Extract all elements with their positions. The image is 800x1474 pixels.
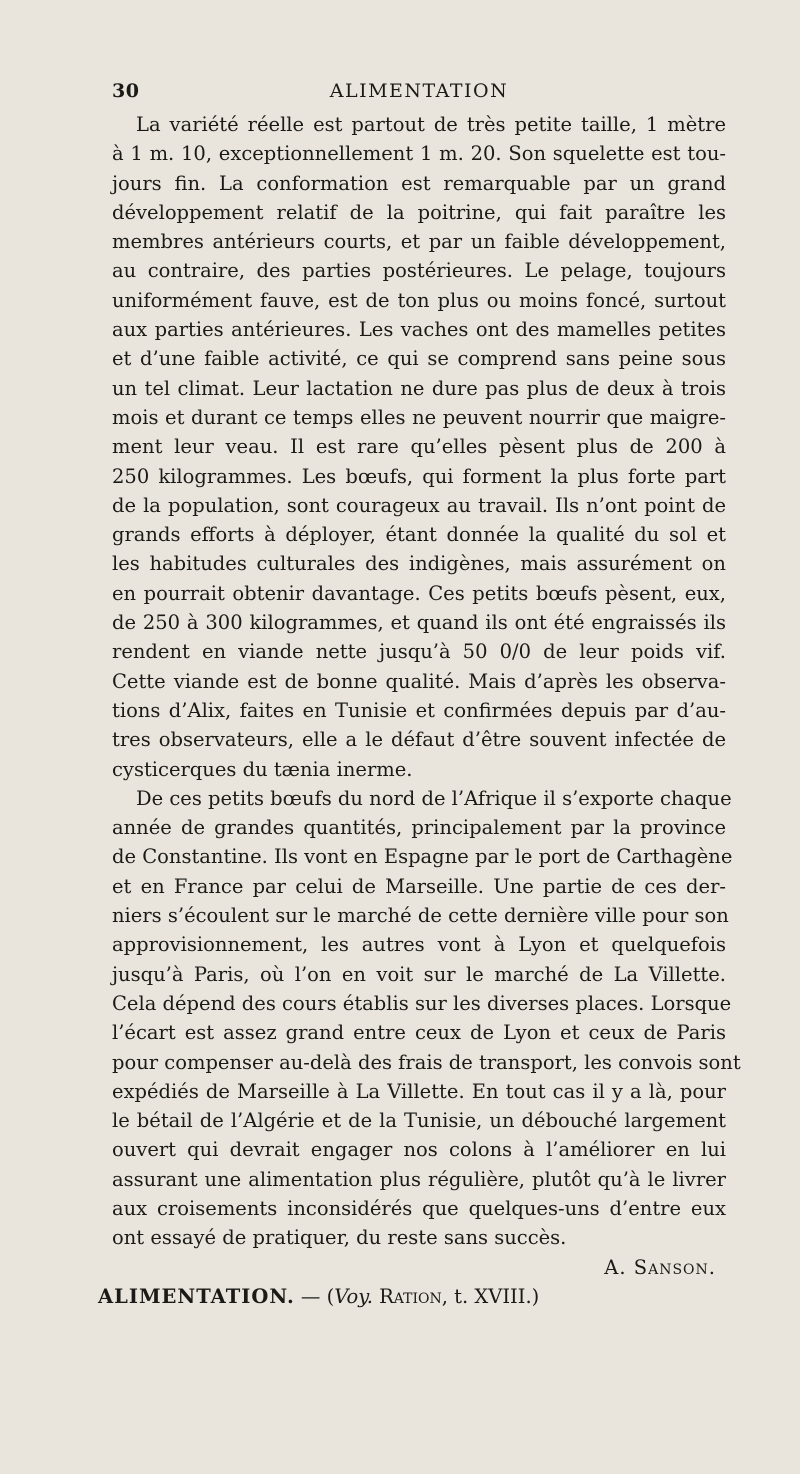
text-line: et en France par celui de Marseille. Une partie de ces der- — [112, 874, 726, 898]
text-line: jusqu’à Paris, où l’on en voit sur le marché de La Villette. — [112, 962, 726, 986]
text-line: en pourrait obtenir davantage. Ces petits bœufs pèsent, eux, — [112, 581, 726, 605]
text-line: niers s’écoulent sur le marché de cette dernière ville pour son — [112, 904, 729, 928]
text-line: développement relatif de la poitrine, qui fait paraître les — [112, 200, 726, 224]
text-line: jours fin. La conformation est remarquable par un grand — [112, 171, 726, 195]
text-line: Cela dépend des cours établis sur les diverses places. Lorsque — [112, 991, 732, 1015]
next-entry-volume: t. XVIII.) — [447, 1284, 540, 1308]
text-line: le bétail de l’Algérie et de la Tunisie, un débouché largement — [112, 1109, 726, 1133]
text-line: un tel climat. Leur lactation ne dure pas plus de deux à trois — [112, 376, 726, 400]
text-line: les habitudes culturales des indigènes, mais assurément on — [112, 552, 726, 576]
text-line: aux croisements inconsidérés que quelques-uns d’entre eux — [112, 1196, 726, 1220]
signature-name: Sanson. — [633, 1255, 716, 1279]
text-line: année de grandes quantités, principalement par la province — [112, 816, 726, 840]
signature-initial: A. — [604, 1255, 627, 1279]
paragraph-1 — [112, 110, 726, 784]
text-line: membres antérieurs courts, et par un faible développement, — [112, 230, 726, 254]
text-line: assurant une alimentation plus régulière, plutôt qu’à le livrer — [112, 1167, 726, 1191]
text-line: de 250 à 300 kilogrammes, et quand ils ont été engraissés ils — [112, 611, 726, 635]
paragraph-2 — [112, 784, 741, 1253]
author-signature — [112, 1253, 726, 1282]
page-number: 30 — [112, 80, 140, 102]
next-entry — [98, 1282, 726, 1311]
article-body — [98, 110, 741, 1311]
text-line: La variété réelle est partout de très petite taille, 1 mètre — [136, 113, 726, 136]
text-line: l’écart est assez grand entre ceux de Lyon et ceux de Paris — [112, 1021, 726, 1045]
text-line: au contraire, des parties postérieures. Le pelage, toujours — [112, 259, 726, 283]
text-line: mois et durant ce temps elles ne peuvent nourrir que maigre- — [112, 405, 726, 429]
next-entry-voy: Voy. — [334, 1284, 373, 1308]
text-line: rendent en viande nette jusqu’à 50 0/0 de leur poids vif. — [112, 640, 726, 664]
text-line: à 1 m. 10, exceptionnellement 1 m. 20. Son squelette est tou- — [112, 142, 726, 166]
text-line: grands efforts à déployer, étant donnée la qualité du sol et — [112, 523, 726, 547]
text-line: 250 kilogrammes. Les bœufs, qui forment la plus forte part — [112, 464, 726, 488]
text-line: ment leur veau. Il est rare qu’elles pèsent plus de 200 à — [112, 435, 726, 459]
running-title: ALIMENTATION — [329, 80, 509, 102]
text-line: aux parties antérieures. Les vaches ont des mamelles petites — [112, 318, 726, 342]
page-header — [112, 80, 726, 104]
next-entry-reference: Ration, — [372, 1284, 448, 1308]
text-line: approvisionnement, les autres vont à Lyon et quelquefois — [112, 933, 726, 957]
next-entry-dash: — ( — [294, 1284, 335, 1308]
text-line: cysticerques du tænia inerme. — [112, 757, 413, 781]
text-line: ouvert qui devrait engager nos colons à l’améliorer en lui — [112, 1138, 726, 1162]
text-line: et d’une faible activité, ce qui se comprend sans peine sous — [112, 347, 726, 371]
text-line: pour compenser au-delà des frais de transport, les convois sont — [112, 1050, 741, 1074]
text-line: expédiés de Marseille à La Villette. En tout cas il y a là, pour — [112, 1079, 726, 1103]
text-line: tions d’Alix, faites en Tunisie et confirmées depuis par d’au- — [112, 698, 726, 722]
text-line: tres observateurs, elle a le défaut d’être souvent infectée de — [112, 728, 726, 752]
next-entry-headword: ALIMENTATION. — [98, 1284, 295, 1308]
text-line: de la population, sont courageux au travail. Ils n’ont point de — [112, 493, 726, 517]
text-line: Cette viande est de bonne qualité. Mais d’après les observa- — [112, 669, 726, 693]
text-line: de Constantine. Ils vont en Espagne par le port de Carthagène — [112, 845, 733, 869]
text-line: ont essayé de pratiquer, du reste sans succès. — [112, 1226, 567, 1250]
text-line: De ces petits bœufs du nord de l’Afrique il s’exporte chaque — [136, 786, 732, 810]
text-line: uniformément fauve, est de ton plus ou moins foncé, surtout — [112, 288, 726, 312]
